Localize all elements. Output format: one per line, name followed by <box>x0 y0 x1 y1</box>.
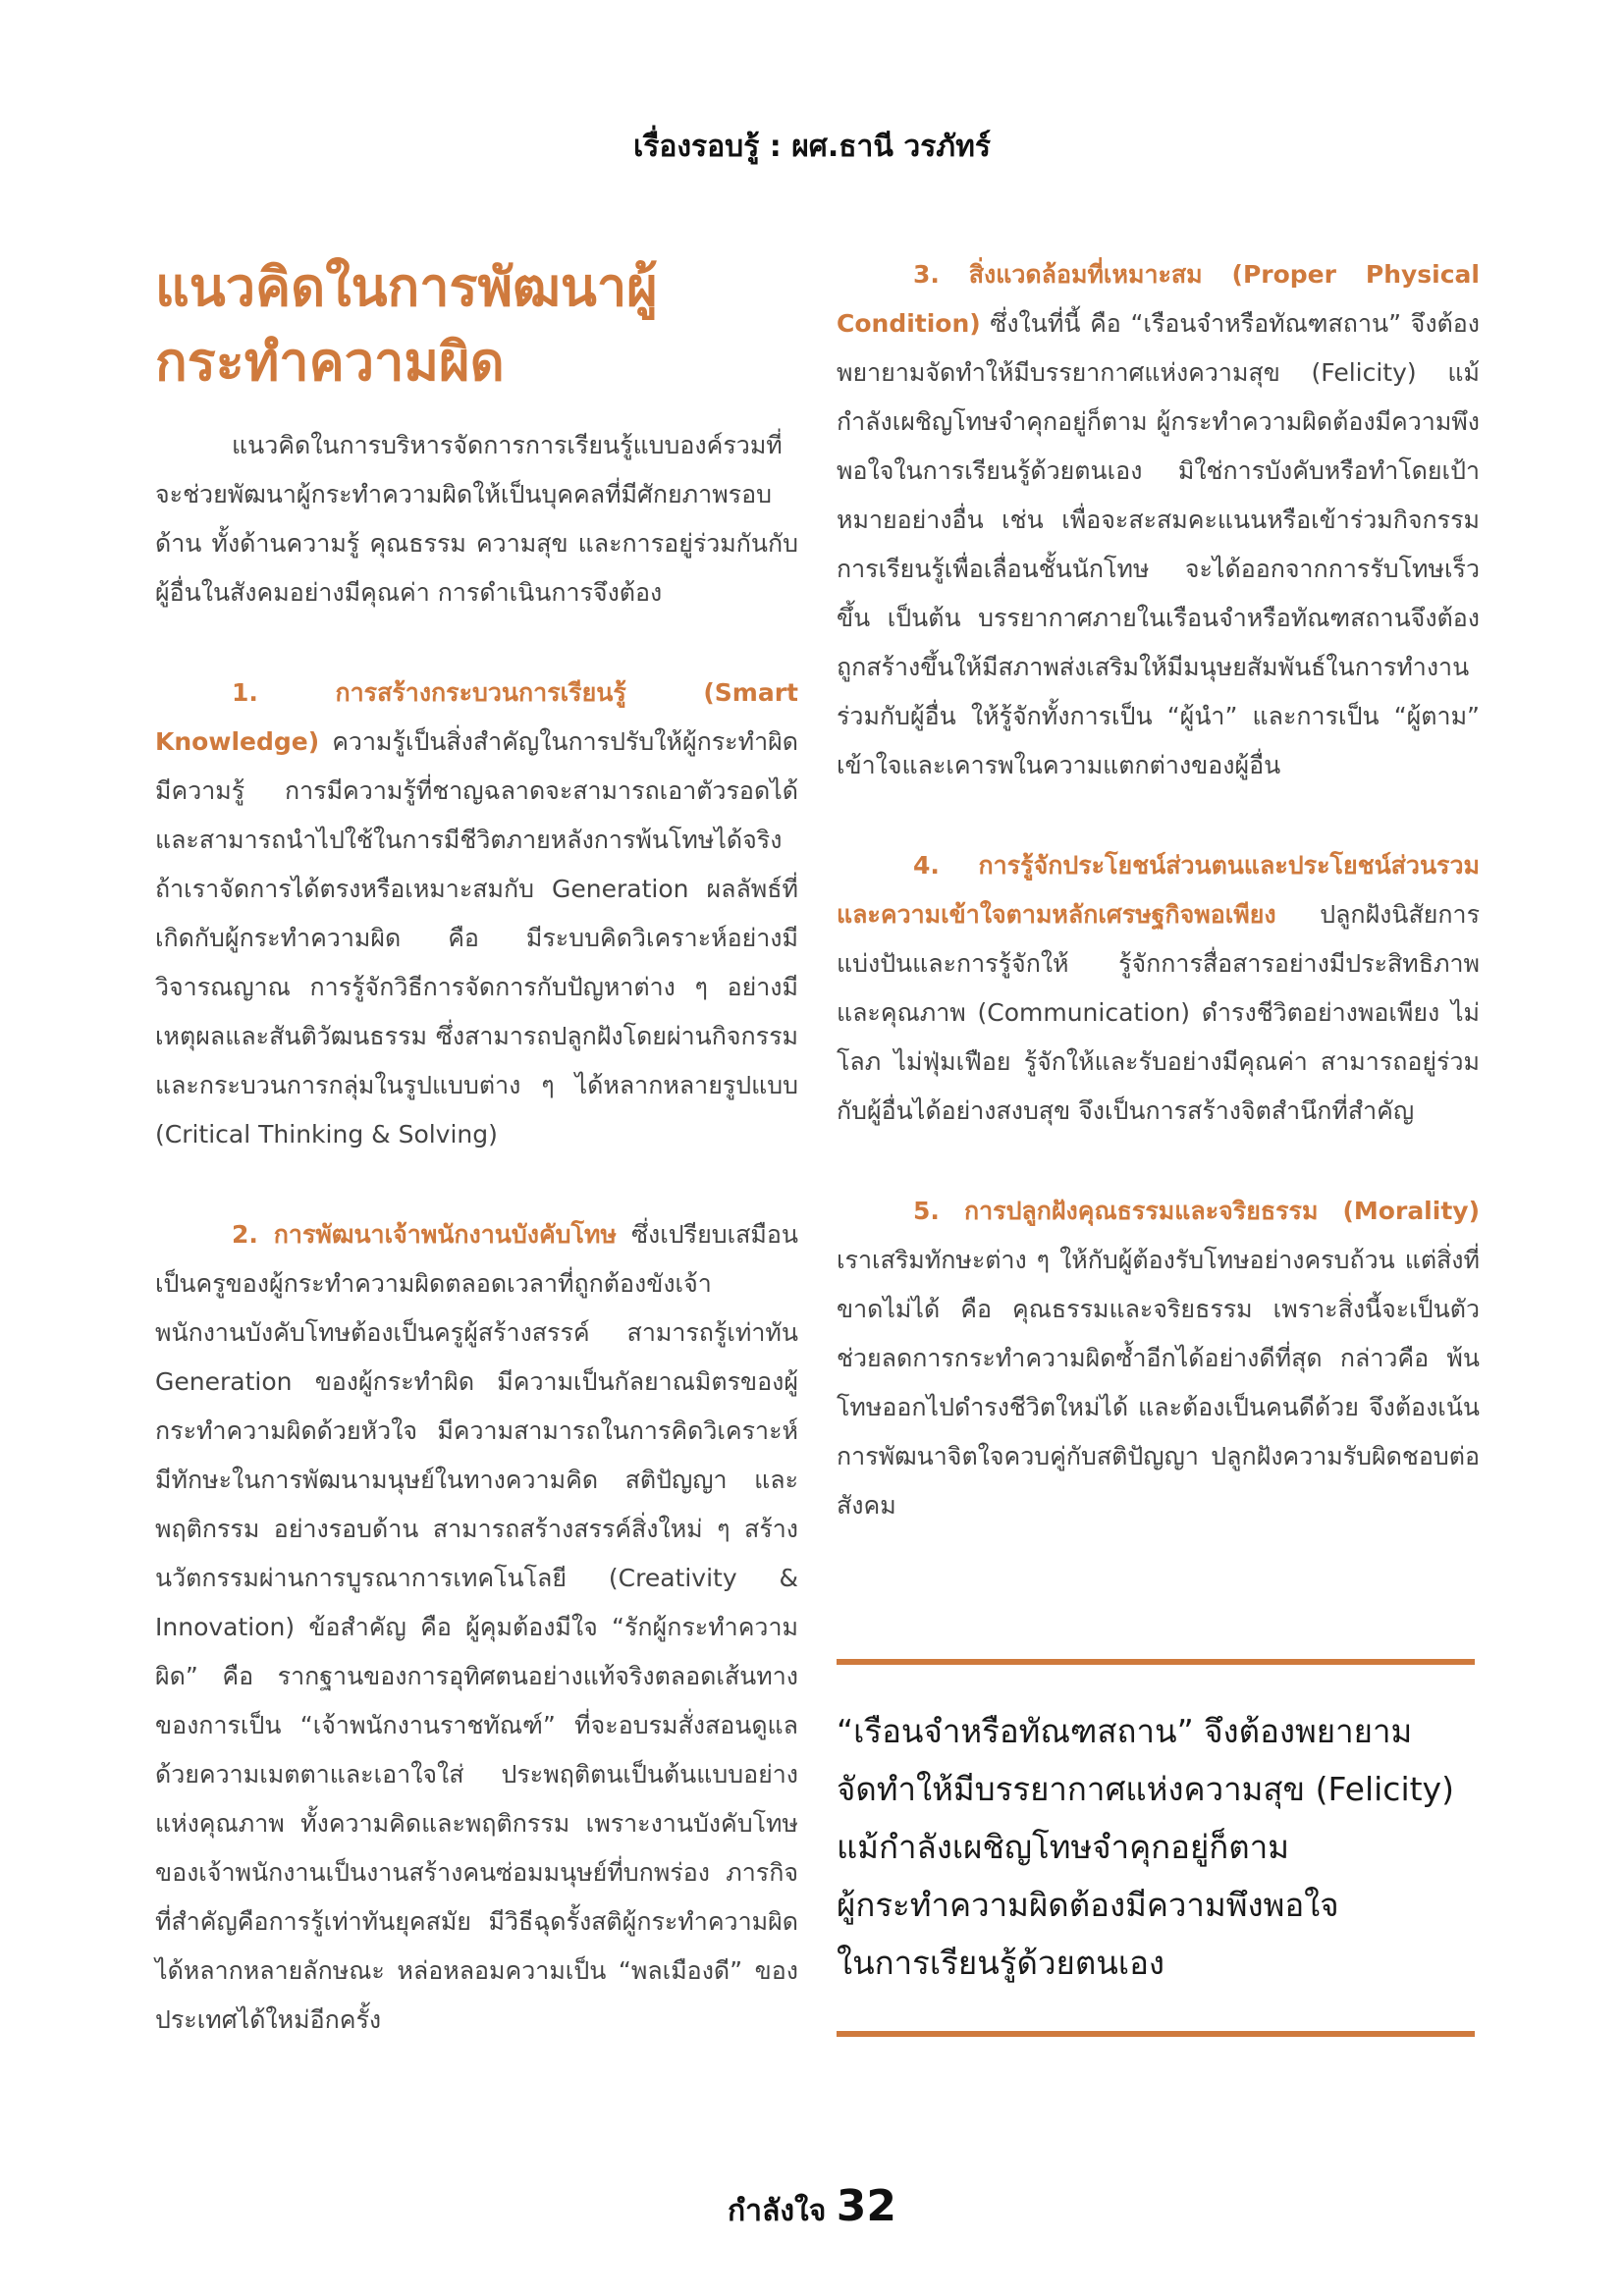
section-2 <box>155 1210 798 2045</box>
article-title: แนวคิดในการพัฒนาผู้กระทำความผิด <box>155 256 658 393</box>
page-footer <box>0 2181 1624 2234</box>
section-5-heading: 5. การปลูกฝังคุณธรรมและจริยธรรม (Morality) <box>913 1197 1480 1225</box>
magazine-name: กำลังใจ <box>728 2194 827 2228</box>
left-column <box>155 250 798 2045</box>
section-2-heading: 2. การพัฒนาเจ้าพนักงานบังคับโทษ <box>232 1220 617 1249</box>
section-4 <box>837 841 1480 1136</box>
pull-quote-line: ในการเรียนรู้ด้วยตนเอง <box>837 1944 1165 1982</box>
pull-quote-line: “เรือนจำหรือทัณฑสถาน” จึงต้องพยายาม <box>837 1712 1413 1750</box>
page-header: เรื่องรอบรู้ : ผศ.ธานี วรภัทร์ <box>633 130 991 164</box>
section-5 <box>837 1187 1480 1530</box>
intro-paragraph: แนวคิดในการบริหารจัดการการเรียนรู้แบบองค์รวมที่จะช่วยพัฒนาผู้กระทำความผิดให้เป็นบุคคลที่มีศักยภาพรอบด้าน ทั้งด้านความรู้ คุณธรรม ความสุข และการอยู่ร่วมกันกับผู้อื่นในสังคมอย่างมีคุณค่า การดำเนินการจึงต้อง <box>155 431 798 607</box>
section-4-heading: 4. การรู้จักประโยชน์ส่วนตนและประโยชน์ส่วนรวมและความเข้าใจตามหลักเศรษฐกิจพอเพียง <box>837 851 1480 929</box>
section-2-body: ซึ่งเปรียบเสมือนเป็นครูของผู้กระทำความผิดตลอดเวลาที่ถูกต้องขังเจ้าพนักงานบังคับโทษต้องเป็นครูผู้สร้างสรรค์ สามารถรู้เท่าทัน Generation ของผู้กระทำผิด มีความเป็นกัลยาณมิตรของผู้กระทำความผิดด้วยหัวใจ มีความสามารถในการคิดวิเคราะห์ มีทักษะในการพัฒนามนุษย์ในทางความคิด สติปัญญา และพฤติกรรม อย่างรอบด้าน สามารถสร้างสรรค์สิ่งใหม่ ๆ สร้างนวัตกรรมผ่านการบูรณาการเทคโนโลยี (Creativity & Innovation) ข้อสำคัญ คือ ผู้คุมต้องมีใจ “รักผู้กระทำความผิด” คือ รากฐานของการอุทิศตนอย่างแท้จริงตลอดเส้นทางของการเป็น “เจ้าพนักงานราชทัณฑ์” ที่จะอบรมสั่งสอนดูแลด้วยความเมตตาและเอาใจใส่ ประพฤติตนเป็นต้นแบบอย่างแห่งคุณภาพ ทั้งความคิดและพฤติกรรม เพราะงานบังคับโทษของเจ้าพนักงานเป็นงานสร้างคนซ่อมมนุษย์ที่บกพร่อง ภารกิจที่สำคัญคือการรู้เท่าทันยุคสมัย มีวิธีฉุดรั้งสติผู้กระทำความผิดได้หลากหลายลักษณะ หล่อหลอมความเป็น “พลเมืองดี” ของประเทศได้ใหม่อีกครั้ง <box>155 1220 798 2034</box>
pull-quote <box>837 1659 1475 2037</box>
pull-quote-line: ผู้กระทำความผิดต้องมีความพึงพอใจ <box>837 1886 1339 1924</box>
section-1-heading: 1. การสร้างกระบวนการเรียนรู้ (Smart Knowledge) <box>155 678 798 756</box>
section-3-body: ซึ่งในที่นี้ คือ “เรือนจำหรือทัณฑสถาน” จึงต้องพยายามจัดทำให้มีบรรยากาศแห่งความสุข (Felicity) แม้กำลังเผชิญโทษจำคุกอยู่ก็ตาม ผู้กระทำความผิดต้องมีความพึงพอใจในการเรียนรู้ด้วยตนเอง มิใช่การบังคับหรือทำโดยเป้าหมายอย่างอื่น เช่น เพื่อจะสะสมคะแนนหรือเข้าร่วมกิจกรรมการเรียนรู้เพื่อเลื่อนชั้นนักโทษ จะได้ออกจากการรับโทษเร็วขึ้น เป็นต้น บรรยากาศภายในเรือนจำหรือทัณฑสถานจึงต้องถูกสร้างขึ้นให้มีสภาพส่งเสริมให้มีมนุษยสัมพันธ์ในการทำงานร่วมกับผู้อื่น ให้รู้จักทั้งการเป็น “ผู้นำ” และการเป็น “ผู้ตาม” เข้าใจและเคารพในความแตกต่างของผู้อื่น <box>837 309 1480 779</box>
section-3-heading: 3. สิ่งแวดล้อมที่เหมาะสม (Proper Physical Condition) <box>837 260 1480 338</box>
section-4-body: ปลูกฝังนิสัยการแบ่งปันและการรู้จักให้ รู้จักการสื่อสารอย่างมีประสิทธิภาพและคุณภาพ (Communication) ดำรงชีวิตอย่างพอเพียง ไม่โลภ ไม่ฟุ่มเฟือย รู้จักให้และรับอย่างมีคุณค่า สามารถอยู่ร่วมกับผู้อื่นได้อย่างสงบสุข จึงเป็นการสร้างจิตสำนึกที่สำคัญ <box>837 900 1480 1125</box>
section-5-body: เราเสริมทักษะต่าง ๆ ให้กับผู้ต้องรับโทษอย่างครบถ้วน แต่สิ่งที่ขาดไม่ได้ คือ คุณธรรมและจริยธรรม เพราะสิ่งนี้จะเป็นตัวช่วยลดการกระทำความผิดซ้ำอีกได้อย่างดีที่สุด กล่าวคือ พ้นโทษออกไปดำรงชีวิตใหม่ได้ และต้องเป็นคนดีด้วย จึงต้องเน้นการพัฒนาจิตใจควบคู่กับสติปัญญา ปลูกฝังความรับผิดชอบต่อสังคม <box>837 1246 1480 1520</box>
right-column <box>837 250 1480 1530</box>
section-1 <box>155 668 798 1159</box>
section-1-body: ความรู้เป็นสิ่งสำคัญในการปรับให้ผู้กระทำผิดมีความรู้ การมีความรู้ที่ชาญฉลาดจะสามารถเอาตัวรอดได้และสามารถนำไปใช้ในการมีชีวิตภายหลังการพ้นโทษได้จริง ถ้าเราจัดการได้ตรงหรือเหมาะสมกับ Generation ผลลัพธ์ที่เกิดกับผู้กระทำความผิด คือ มีระบบคิดวิเคราะห์อย่างมีวิจารณญาณ การรู้จักวิธีการจัดการกับปัญหาต่าง ๆ อย่างมีเหตุผลและสันติวัฒนธรรม ซึ่งสามารถปลูกฝังโดยผ่านกิจกรรมและกระบวนการกลุ่มในรูปแบบต่าง ๆ ได้หลากหลายรูปแบบ (Critical Thinking & Solving) <box>155 727 798 1148</box>
section-3 <box>837 250 1480 790</box>
pull-quote-line: แม้กำลังเผชิญโทษจำคุกอยู่ก็ตาม <box>837 1828 1290 1866</box>
page-number: 32 <box>836 2181 896 2231</box>
pull-quote-line: จัดทำให้มีบรรยากาศแห่งความสุข (Felicity) <box>837 1770 1454 1808</box>
